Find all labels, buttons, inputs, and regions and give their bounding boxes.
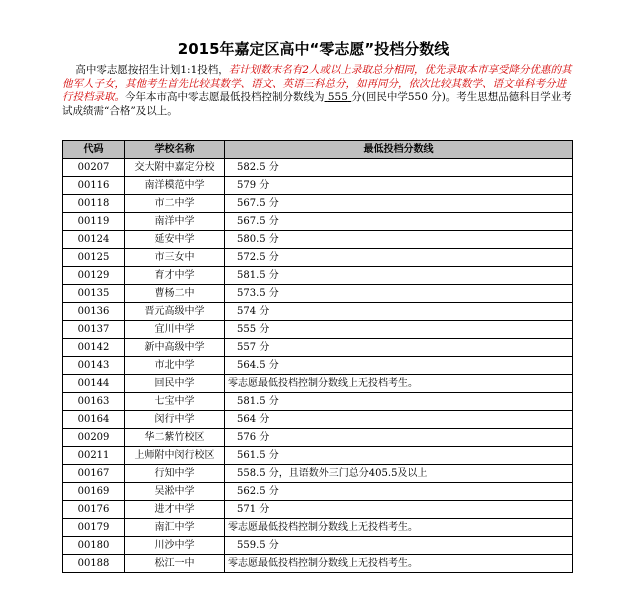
school-name: 闵行中学: [125, 411, 225, 429]
school-code: 00135: [63, 285, 125, 303]
table-row: [63, 159, 573, 177]
min-score: 562.5 分: [225, 483, 573, 501]
school-code: 00163: [63, 393, 125, 411]
min-score: 572.5 分: [225, 249, 573, 267]
intro-text-2: 今年本市高中零志愿最低投档控制分数线为: [125, 91, 325, 104]
school-name: 南汇中学: [125, 519, 225, 537]
min-score: 557 分: [225, 339, 573, 357]
table-row: [63, 357, 573, 375]
table-row: [63, 339, 573, 357]
school-code: 00137: [63, 321, 125, 339]
min-score: 零志愿最低投档控制分数线上无投档考生。: [225, 375, 573, 393]
school-name: 晋元高级中学: [125, 303, 225, 321]
table-row: [63, 231, 573, 249]
school-name: 市北中学: [125, 357, 225, 375]
intro-text-1: 高中零志愿按招生计划1:1投档，: [75, 64, 229, 76]
intro-red-text: 若计划数末名有2人或以上录取总分相同，优先录取本市享受降分优惠的其他军人子女，其他考生首先比较其数学、语文、英语三科总分，如再同分，依次比较其数学、语文单科考分进行投档录取。: [62, 64, 572, 104]
table-header-row: [63, 141, 573, 159]
school-name: 宜川中学: [125, 321, 225, 339]
table-row: [63, 375, 573, 393]
min-score: 581.5 分: [225, 267, 573, 285]
intro-text-3: 分(回民中学550 分)。考生思想品德科目学业考试成绩需“合格”及以上。: [62, 91, 572, 117]
min-score: 558.5 分，且语数外三门总分405.5及以上: [225, 465, 573, 483]
school-name: 松江一中: [125, 555, 225, 573]
school-code: 00169: [63, 483, 125, 501]
table-row: [63, 321, 573, 339]
min-score: 561.5 分: [225, 447, 573, 465]
min-score: 零志愿最低投档控制分数线上无投档考生。: [225, 519, 573, 537]
table-row: [63, 483, 573, 501]
cutoff-score: 555: [327, 91, 348, 104]
min-score: 555 分: [225, 321, 573, 339]
school-code: 00207: [63, 159, 125, 177]
table-row: [63, 213, 573, 231]
school-code: 00136: [63, 303, 125, 321]
min-score: 574 分: [225, 303, 573, 321]
table-row: [63, 285, 573, 303]
score-table: [62, 140, 573, 573]
min-score: 573.5 分: [225, 285, 573, 303]
school-code: 00125: [63, 249, 125, 267]
school-code: 00143: [63, 357, 125, 375]
header-min-score: 最低投档分数线: [225, 141, 573, 159]
intro-paragraph: [62, 64, 572, 118]
table-row: [63, 393, 573, 411]
school-name: 市二中学: [125, 195, 225, 213]
table-row: [63, 195, 573, 213]
school-name: 回民中学: [125, 375, 225, 393]
school-code: 00116: [63, 177, 125, 195]
school-name: 吴淞中学: [125, 483, 225, 501]
min-score: 567.5 分: [225, 213, 573, 231]
table-row: [63, 537, 573, 555]
school-name: 交大附中嘉定分校: [125, 159, 225, 177]
school-name: 南洋中学: [125, 213, 225, 231]
school-code: 00129: [63, 267, 125, 285]
min-score: 576 分: [225, 429, 573, 447]
table-row: [63, 303, 573, 321]
school-name: 育才中学: [125, 267, 225, 285]
school-code: 00124: [63, 231, 125, 249]
school-code: 00176: [63, 501, 125, 519]
table-row: [63, 267, 573, 285]
min-score: 579 分: [225, 177, 573, 195]
min-score: 559.5 分: [225, 537, 573, 555]
min-score: 571 分: [225, 501, 573, 519]
school-code: 00144: [63, 375, 125, 393]
min-score: 564.5 分: [225, 357, 573, 375]
school-code: 00188: [63, 555, 125, 573]
table-row: [63, 177, 573, 195]
school-code: 00180: [63, 537, 125, 555]
table-row: [63, 501, 573, 519]
min-score: 零志愿最低投档控制分数线上无投档考生。: [225, 555, 573, 573]
school-name: 川沙中学: [125, 537, 225, 555]
school-name: 七宝中学: [125, 393, 225, 411]
school-name: 南洋模范中学: [125, 177, 225, 195]
header-school-name: 学校名称: [125, 141, 225, 159]
table-row: [63, 465, 573, 483]
school-name: 进才中学: [125, 501, 225, 519]
school-code: 00119: [63, 213, 125, 231]
table-row: [63, 429, 573, 447]
school-name: 延安中学: [125, 231, 225, 249]
school-code: 00164: [63, 411, 125, 429]
school-name: 曹杨二中: [125, 285, 225, 303]
min-score: 567.5 分: [225, 195, 573, 213]
school-code: 00118: [63, 195, 125, 213]
min-score: 580.5 分: [225, 231, 573, 249]
school-code: 00179: [63, 519, 125, 537]
school-name: 行知中学: [125, 465, 225, 483]
min-score: 581.5 分: [225, 393, 573, 411]
school-code: 00209: [63, 429, 125, 447]
table-row: [63, 411, 573, 429]
min-score: 582.5 分: [225, 159, 573, 177]
school-name: 市三女中: [125, 249, 225, 267]
school-code: 00211: [63, 447, 125, 465]
school-code: 00142: [63, 339, 125, 357]
min-score: 564 分: [225, 411, 573, 429]
header-code: 代码: [63, 141, 125, 159]
page-title: 2015年嘉定区高中“零志愿”投档分数线: [177, 40, 450, 58]
table-row: [63, 249, 573, 267]
table-row: [63, 447, 573, 465]
school-code: 00167: [63, 465, 125, 483]
school-name: 华二紫竹校区: [125, 429, 225, 447]
table-row: [63, 519, 573, 537]
school-name: 上师附中闵行校区: [125, 447, 225, 465]
school-name: 新中高级中学: [125, 339, 225, 357]
table-row: [63, 555, 573, 573]
